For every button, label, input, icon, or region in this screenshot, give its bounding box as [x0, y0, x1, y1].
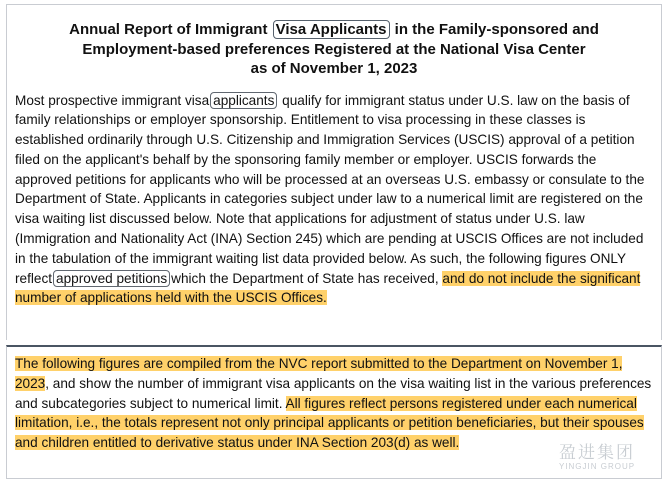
title-line-2: Employment-based preferences Registered at the National Visa Center	[82, 40, 586, 58]
report-header-panel	[6, 4, 662, 340]
intro-text-2: qualify for immigrant status under U.S. law on the basis of family relationships or employer sponsorship. Entitlement to visa processing in these classes is established ordinarily through U.S. Citizenship and Immigration Services (USCIS) approval of a petition filed on the applicant's behalf by the sponsoring family member or employer. USCIS forwards the approved petitions for applicants who will be processed at an overseas U.S. embassy or consulate to the Department of State. Applicants in categories subject under law to a numerical limit are registered on the visa waiting list discussed below. Note that applications for adjustment of status under U.S. law (Immigration and Nationality Act (INA) Section 245) which are pending at USCIS Offices are not included in the tabulation of the immigrant waiting list data provided below. As such, the following figures ONLY reflect	[15, 92, 645, 286]
report-title	[7, 20, 661, 79]
highlight-derivative-status: All figures reflect persons registered under each numerical limitation, i.e., the totals represent not only principal applicants or petition beneficiaries, but their spouses and children entitled to derivative status under INA Section 203(d) as well.	[15, 395, 644, 451]
figures-note-panel	[6, 345, 662, 479]
company-watermark	[543, 444, 651, 474]
title-text-end: in the Family-sponsored and	[390, 21, 599, 38]
intro-text-3: which the Department of State has received,	[171, 270, 443, 286]
boxed-applicants: applicants	[210, 92, 277, 109]
title-date-line: as of November 1, 2023	[250, 60, 418, 77]
highlight-uscis-note: and do not include the significant number of applications held with the USCIS Offices.	[15, 270, 641, 306]
watermark-chinese: 盈进集团	[559, 443, 635, 463]
boxed-approved-petitions: approved petitions	[53, 270, 170, 287]
figures-text: , and show the number of immigrant visa applicants on the visa waiting list in the various preferences and subcategories subject to numerical limit.	[15, 375, 652, 411]
highlight-nvc-report: The following figures are compiled from the NVC report submitted to the Department on November 1, 2023	[15, 356, 623, 391]
title-text-start: Annual Report of Immigrant	[69, 21, 272, 38]
title-boxed-term: Visa Applicants	[273, 20, 390, 39]
intro-paragraph	[7, 91, 661, 309]
figures-paragraph	[7, 347, 661, 453]
watermark-english: YINGJIN GROUP	[558, 462, 636, 471]
intro-text-1: Most prospective immigrant visa	[15, 92, 210, 108]
